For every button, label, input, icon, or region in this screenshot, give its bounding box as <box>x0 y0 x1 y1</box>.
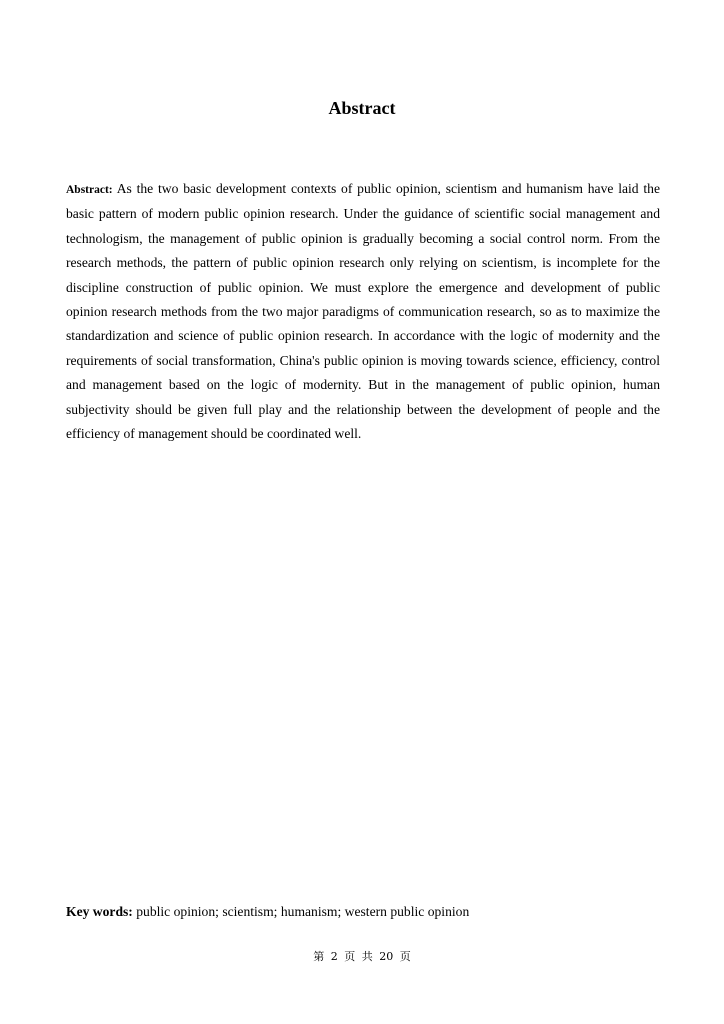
abstract-paragraph <box>66 177 660 446</box>
page-number-footer: 第 2 页 共 20 页 <box>313 950 411 963</box>
keywords-text: public opinion; scientism; humanism; western public opinion <box>136 904 470 919</box>
keywords-label: Key words: <box>66 904 133 919</box>
abstract-label: Abstract: <box>66 184 113 196</box>
page-title: Abstract <box>328 98 396 118</box>
keywords-line <box>66 901 660 923</box>
abstract-text: As the two basic development contexts of public opinion, scientism and humanism have laid the basic pattern of modern public opinion research. Under the guidance of scientific social management and technologism, the management of public opinion is gradually becoming a social control norm. From the research methods, the pattern of public opinion research only relying on scientism, is incomplete for the discipline construction of public opinion. We must explore the emergence and development of public opinion research methods from the two major paradigms of communication research, so as to maximize the standardization and science of public opinion research. In accordance with the logic of modernity and the requirements of social transformation, China's public opinion is moving towards science, efficiency, control and management based on the logic of modernity. But in the management of public opinion, human subjectivity should be given full play and the relationship between the development of people and the efficiency of management should be coordinated well. <box>66 181 660 442</box>
